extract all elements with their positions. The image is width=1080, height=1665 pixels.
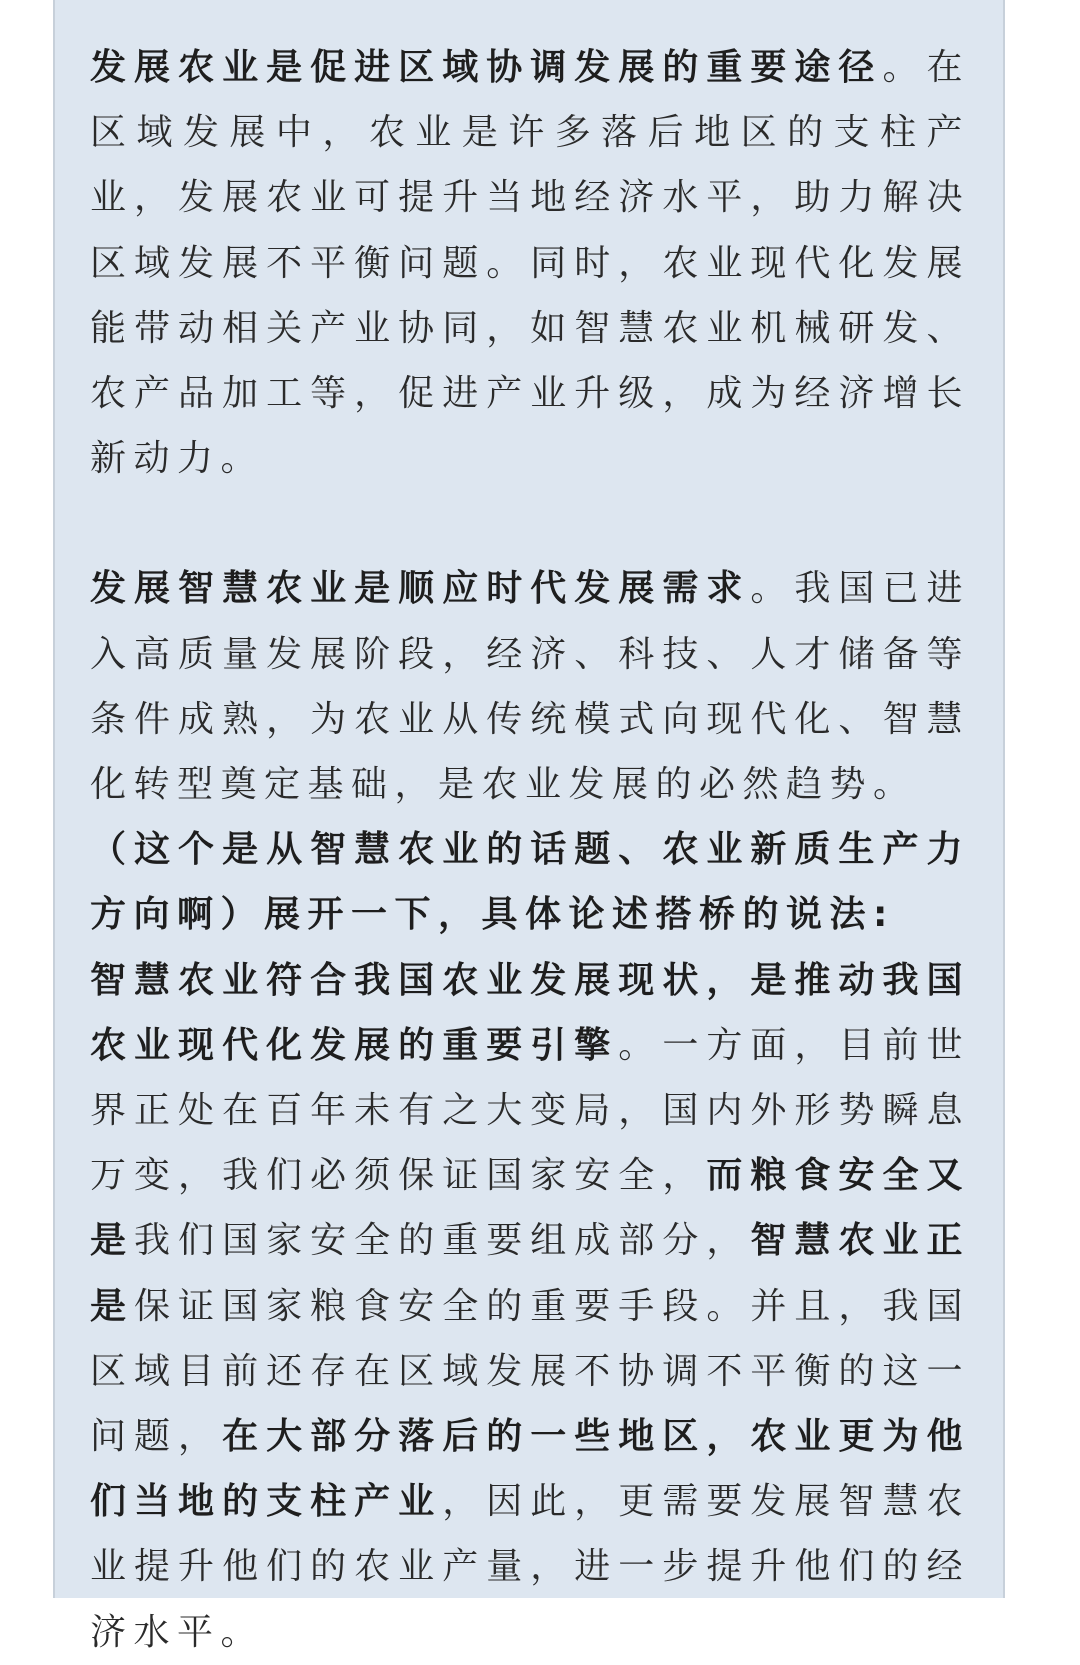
paragraph-4-lead: 智慧农业符合我国农业发展现状，是推动我国农业现代化发展的重要引擎 <box>90 959 970 1066</box>
paragraph-1 <box>90 35 970 491</box>
paragraph-4-body-d: ，因此，更需要发展智慧农业提升他们的农业产量，进一步提升他们的经济水平。 <box>90 1481 970 1653</box>
paragraph-4-emph-b: 智慧农业正是 <box>90 1220 970 1327</box>
paragraph-4-body-c: 保证国家粮食安全的重要手段。并且，我国区域目前还存在区域发展不协调不平衡的这一问题， <box>90 1285 970 1458</box>
paragraph-4-emph-c: 在大部分落后的一些地区，农业更为他们当地的支柱产业 <box>90 1416 970 1523</box>
paragraph-3 <box>90 817 970 947</box>
paragraph-2 <box>90 556 970 817</box>
paragraph-spacer <box>90 491 970 556</box>
article-card <box>53 0 1005 1653</box>
paragraph-2-lead: 发展智慧农业是顺应时代发展需求 <box>90 568 751 610</box>
paragraph-1-body: 。在区域发展中，农业是许多落后地区的支柱产业，发展农业可提升当地经济水平，助力解决区域发展不平衡问题。同时，农业现代化发展能带动相关产业协同，如智慧农业机械研发、农产品加工等，促进产业升级，成为经济增长新动力。 <box>90 47 970 480</box>
paragraph-3-note: （这个是从智慧农业的话题、农业新质生产力方向啊）展开一下，具体论述搭桥的说法: <box>90 829 970 936</box>
paragraph-4-body-a: 。一方面，目前世界正处在百年未有之大变局，国内外形势瞬息万变，我们必须保证国家安全， <box>90 1024 970 1197</box>
paragraph-2-body: 。我国已进入高质量发展阶段，经济、科技、人才储备等条件成熟，为农业从传统模式向现代化、智慧化转型奠定基础，是农业发展的必然趋势。 <box>90 568 970 806</box>
paragraph-1-lead: 发展农业是促进区域协调发展的重要途径 <box>90 47 883 88</box>
article-body <box>90 35 970 1665</box>
paragraph-4 <box>90 948 970 1665</box>
paragraph-4-emph-a: 而粮食安全又是 <box>90 1155 970 1262</box>
paragraph-4-body-b: 我们国家安全的重要组成部分， <box>134 1220 751 1262</box>
